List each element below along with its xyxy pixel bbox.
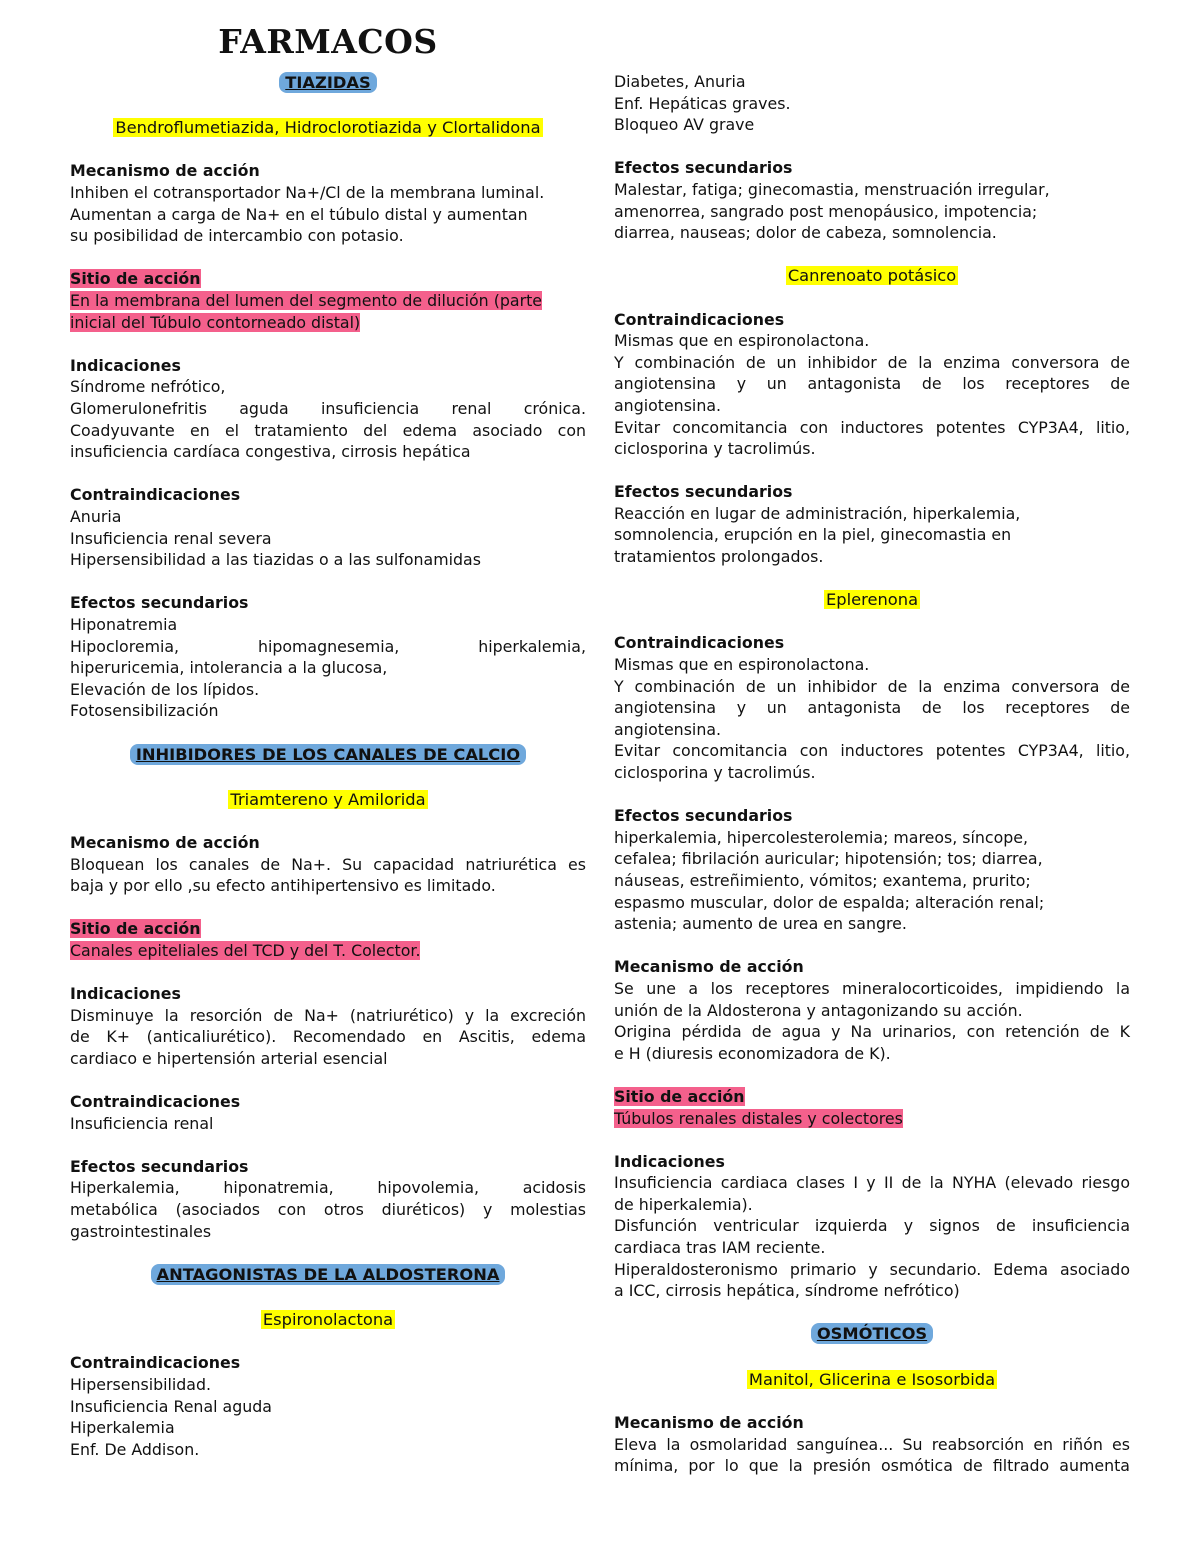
text-line: Hipersensibilidad a las tiazidas o a las sulfonamidas <box>70 550 481 570</box>
block-heading-efectos-secundarios: Efectos secundarios <box>614 806 793 826</box>
text-line: cardiaco e hipertensión arterial esencial <box>70 1048 388 1068</box>
text-line: Bloquean los canales de Na+. Su capacidad natriurética es <box>70 854 586 874</box>
text-line: amenorrea, sangrado post menopáusico, impotencia; <box>614 201 1038 221</box>
block-heading-efectos-secundarios: Efectos secundarios <box>70 1156 249 1176</box>
text-line: baja y por ello ,su efecto antihipertensivo es limitado. <box>70 876 496 896</box>
section-heading-antagonistas-de-la-aldosterona <box>70 1264 586 1286</box>
block-heading-mecanismo-de-accion: Mecanismo de acción <box>614 1412 804 1432</box>
text-line: ciclosporina y tacrolimús. <box>614 763 816 782</box>
block-heading-contraindicaciones: Contraindicaciones <box>70 1353 241 1373</box>
drug-name-eplerenona <box>614 589 1130 611</box>
text-line: Malestar, fatiga; ginecomastia, menstruación irregular, <box>614 179 1050 199</box>
text-line: mínima, por lo que la presión osmótica de filtrado aumenta <box>614 1456 1130 1476</box>
text-line: Hipocloremia, hipomagnesemia, hiperkalemia, <box>70 636 586 656</box>
section-heading-osmoticos <box>614 1323 1130 1345</box>
text-line: Se une a los receptores mineralocorticoides, impidiendo la <box>614 978 1130 998</box>
block-heading-efectos-secundarios: Efectos secundarios <box>70 593 249 613</box>
block-heading-indicaciones: Indicaciones <box>70 984 181 1004</box>
drug-name-canrenoato-potasico <box>614 265 1130 287</box>
text-line: hiperkalemia, hipercolesterolemia; mareos, síncope, <box>614 827 1029 847</box>
block-heading-sitio-de-accion: Sitio de acción <box>70 919 201 939</box>
drug-name-highlight: Espironolactona <box>262 1310 394 1330</box>
block-heading-efectos-secundarios: Efectos secundarios <box>614 158 793 178</box>
text-line: Inhiben el cotransportador Na+/Cl de la membrana luminal. <box>70 183 545 203</box>
content-block <box>70 1156 586 1242</box>
block-heading-indicaciones: Indicaciones <box>70 355 181 375</box>
text-line: angiotensina y un antagonista de los receptores de <box>614 698 1130 718</box>
text-line: astenia; aumento de urea en sangre. <box>614 914 907 934</box>
content-block <box>614 481 1130 567</box>
block-heading-contraindicaciones: Contraindicaciones <box>70 485 241 505</box>
drug-name-manitol-glicerina-e-isosorbida <box>614 1369 1130 1391</box>
text-line: Aumentan a carga de Na+ en el túbulo distal y aumentan <box>70 204 528 224</box>
text-line: hiperuricemia, intolerancia a la glucosa, <box>70 658 388 678</box>
text-line: espasmo muscular, dolor de espalda; alteración renal; <box>614 892 1045 912</box>
text-line: náuseas, estreñimiento, vómitos; exantema, prurito; <box>614 870 1031 890</box>
block-heading-contraindicaciones: Contraindicaciones <box>70 1092 241 1112</box>
drug-name-highlight: Eplerenona <box>825 590 919 610</box>
text-line: Evitar concomitancia con inductores potentes CYP3A4, litio, <box>614 741 1130 761</box>
text-line: angiotensina. <box>614 395 722 415</box>
text-line: insuficiencia cardíaca congestiva, cirrosis hepática <box>70 442 471 462</box>
content-block <box>70 355 586 463</box>
text-line: Síndrome nefrótico, <box>70 377 226 397</box>
block-heading-sitio-de-accion: Sitio de acción <box>70 269 201 289</box>
text-line: somnolencia, erupción en la piel, ginecomastia en <box>614 525 1012 545</box>
content-block <box>70 484 586 570</box>
page-title: FARMACOS <box>218 22 438 61</box>
text-line: Enf. Hepáticas graves. <box>614 93 791 113</box>
block-heading-sitio-de-accion: Sitio de acción <box>614 1086 745 1106</box>
content-block <box>614 1151 1130 1302</box>
block-heading-contraindicaciones: Contraindicaciones <box>614 633 785 653</box>
text-line: Elevación de los lípidos. <box>70 679 260 699</box>
text-line: Evitar concomitancia con inductores potentes CYP3A4, litio, <box>614 417 1130 437</box>
text-line: gastrointestinales <box>70 1221 212 1241</box>
text-line: Eleva la osmolaridad sanguínea... Su reabsorción en riñón es <box>614 1434 1130 1454</box>
text-line: metabólica (asociados con otros diuréticos) y molestias <box>70 1200 586 1220</box>
content-block <box>614 71 1130 136</box>
content-block <box>70 1352 586 1460</box>
text-line: Glomerulonefritis aguda insuficiencia renal crónica. <box>70 399 586 418</box>
text-line: Reacción en lugar de administración, hiperkalemia, <box>614 503 1021 523</box>
text-line: Canales epiteliales del TCD y del T. Colector. <box>70 940 421 960</box>
drug-name-highlight: Manitol, Glicerina e Isosorbida <box>748 1369 996 1389</box>
section-heading-label: OSMÓTICOS <box>811 1323 933 1344</box>
text-line: Túbulos renales distales y colectores <box>614 1108 903 1128</box>
text-line: de hiperkalemia). <box>614 1194 753 1214</box>
text-line: inicial del Túbulo contorneado distal) <box>70 312 361 332</box>
text-line: ciclosporina y tacrolimús. <box>614 439 816 459</box>
right-column <box>614 0 1130 1498</box>
text-line: cefalea; fibrilación auricular; hipotensión; tos; diarrea, <box>614 849 1043 869</box>
content-block <box>614 632 1130 783</box>
content-block <box>70 592 586 722</box>
block-heading-mecanismo-de-accion: Mecanismo de acción <box>70 161 260 181</box>
content-block <box>70 1091 586 1134</box>
block-heading-mecanismo-de-accion: Mecanismo de acción <box>614 957 804 977</box>
text-line: Insuficiencia cardiaca clases I y II de la NYHA (elevado riesgo <box>614 1173 1130 1193</box>
text-line: Y combinación de un inhibidor de la enzima conversora de <box>614 352 1130 372</box>
text-line: Coadyuvante en el tratamiento del edema asociado con <box>70 420 586 440</box>
content-block <box>614 805 1130 935</box>
section-heading-inhibidores-de-los-canales-de-calcio <box>70 744 586 766</box>
text-line: Origina pérdida de agua y Na urinarios, con retención de K <box>614 1022 1130 1042</box>
text-line: Fotosensibilización <box>70 701 219 721</box>
content-block <box>70 983 586 1069</box>
text-line: Hiperaldosteronismo primario y secundario. Edema asociado <box>614 1259 1130 1279</box>
content-block <box>70 160 586 246</box>
text-line: Mismas que en espironolactona. <box>614 655 870 675</box>
text-line: Insuficiencia Renal aguda <box>70 1396 272 1416</box>
content-block <box>70 832 586 897</box>
section-heading-label: INHIBIDORES DE LOS CANALES DE CALCIO <box>130 744 526 765</box>
text-line: Y combinación de un inhibidor de la enzima conversora de <box>614 676 1130 696</box>
block-heading-contraindicaciones: Contraindicaciones <box>614 309 785 329</box>
drug-name-highlight: Triamtereno y Amilorida <box>230 789 426 809</box>
content-block <box>614 309 1130 460</box>
left-column <box>70 0 586 1482</box>
section-heading-label: ANTAGONISTAS DE LA ALDOSTERONA <box>151 1264 506 1285</box>
text-line: En la membrana del lumen del segmento de dilución (parte <box>70 291 542 311</box>
text-line: angiotensina y un antagonista de los receptores de <box>614 374 1130 394</box>
text-line: cardiaca tras IAM reciente. <box>614 1238 826 1258</box>
text-line: e H (diuresis economizadora de K). <box>614 1043 891 1063</box>
drug-name-bendroflumetiazida-hidroclorotiazida-y-clortalidona <box>70 117 586 139</box>
text-line: a ICC, cirrosis hepática, síndrome nefrótico) <box>614 1281 960 1301</box>
text-line: Disfunción ventricular izquierda y signos de insuficiencia <box>614 1216 1130 1236</box>
text-line: Diabetes, Anuria <box>614 72 746 91</box>
content-block <box>614 956 1130 1064</box>
content-block <box>614 157 1130 243</box>
section-heading-label: TIAZIDAS <box>279 72 376 93</box>
section-heading-tiazidas <box>70 72 586 94</box>
text-line: Insuficiencia renal <box>70 1113 214 1133</box>
text-line: tratamientos prolongados. <box>614 547 824 567</box>
content-block <box>70 268 586 333</box>
drug-name-highlight: Bendroflumetiazida, Hidroclorotiazida y Clortalidona <box>115 118 541 138</box>
text-line: Mismas que en espironolactona. <box>614 331 870 351</box>
block-heading-efectos-secundarios: Efectos secundarios <box>614 482 793 502</box>
text-line: Anuria <box>70 506 122 526</box>
drug-name-highlight: Canrenoato potásico <box>787 266 957 286</box>
block-heading-indicaciones: Indicaciones <box>614 1151 725 1171</box>
text-line: Hiperkalemia <box>70 1418 175 1438</box>
content-block <box>614 1086 1130 1129</box>
block-heading-mecanismo-de-accion: Mecanismo de acción <box>70 832 260 852</box>
text-line: Hipersensibilidad. <box>70 1374 212 1394</box>
text-line: de K+ (anticaliurético). Recomendado en Ascitis, edema <box>70 1027 586 1047</box>
text-line: angiotensina. <box>614 719 722 739</box>
content-block <box>614 1412 1130 1477</box>
text-line: diarrea, nauseas; dolor de cabeza, somnolencia. <box>614 223 997 243</box>
drug-name-espironolactona <box>70 1309 586 1331</box>
text-line: Hiperkalemia, hiponatremia, hipovolemia, acidosis <box>70 1178 586 1198</box>
text-line: Enf. De Addison. <box>70 1439 200 1459</box>
text-line: su posibilidad de intercambio con potasio. <box>70 226 404 246</box>
text-line: Bloqueo AV grave <box>614 115 755 135</box>
drug-name-triamtereno-y-amilorida <box>70 789 586 811</box>
text-line: Hiponatremia <box>70 614 178 634</box>
content-block <box>70 918 586 961</box>
text-line: Disminuye la resorción de Na+ (natriurético) y la excreción <box>70 1005 586 1025</box>
text-line: unión de la Aldosterona y antagonizando su acción. <box>614 1000 1023 1020</box>
text-line: Insuficiencia renal severa <box>70 528 272 548</box>
